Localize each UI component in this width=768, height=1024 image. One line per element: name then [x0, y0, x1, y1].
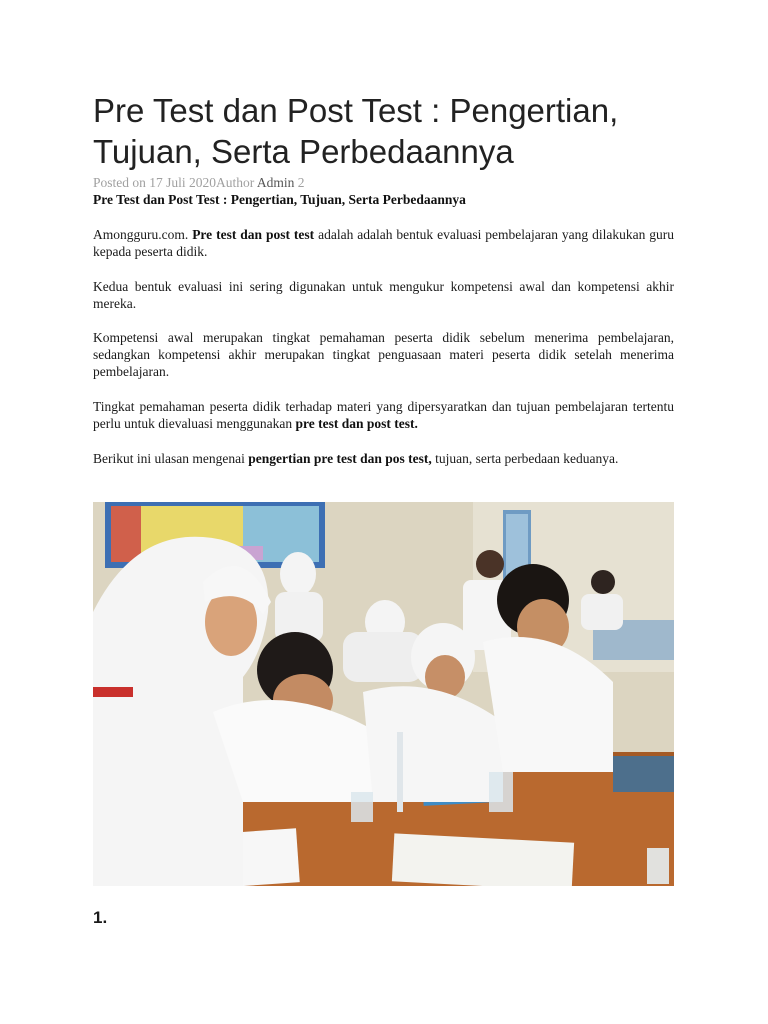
- paragraph-2: Kedua bentuk evaluasi ini sering digunakan untuk mengukur kompetensi awal dan kompetensi akhir mereka.: [93, 279, 674, 311]
- paragraph-3: Kompetensi awal merupakan tingkat pemahaman peserta didik sebelum menerima pembelajaran, sedangkan kompetensi akhir merupakan tingkat penguasaan materi peserta didik setelah menerima pembelajaran.: [93, 330, 674, 379]
- paragraph-4: [93, 398, 674, 432]
- article-title: Pre Test dan Post Test : Pengertian, Tujuan, Serta Perbedaannya: [93, 92, 619, 170]
- bold-term: Pre test dan post test: [192, 227, 315, 242]
- comment-count[interactable]: 2: [297, 175, 305, 190]
- paragraph-text: adalah adalah bentuk evaluasi pembelajaran yang dilakukan guru kepada peserta didik.: [93, 227, 675, 259]
- paragraph-text: Tingkat pemahaman peserta didik terhadap materi yang dipersyaratkan dan tujuan pembelajaran tertentu perlu untuk dievaluasi menggunakan: [93, 399, 674, 431]
- classroom-photo: [93, 502, 674, 886]
- source-text: Amongguru.com.: [93, 227, 193, 242]
- list-number: 1.: [93, 908, 108, 927]
- bold-term: pre test dan post test.: [295, 416, 418, 431]
- author-link[interactable]: Admin: [256, 175, 295, 190]
- paragraph-1: [93, 226, 674, 260]
- classroom-photo-illustration: [93, 502, 674, 886]
- paragraph-5: [93, 450, 674, 467]
- paragraph-text: Berikut ini ulasan mengenai: [93, 451, 249, 466]
- bold-term: pengertian pre test dan pos test,: [248, 451, 432, 466]
- author-label: Author: [216, 175, 255, 190]
- post-meta: [93, 174, 674, 192]
- posted-date: Posted on 17 Juli 2020: [93, 175, 217, 190]
- paragraph-text: tujuan, serta perbedaan keduanya.: [431, 451, 619, 466]
- article-subtitle: Pre Test dan Post Test : Pengertian, Tujuan, Serta Perbedaannya: [93, 192, 466, 207]
